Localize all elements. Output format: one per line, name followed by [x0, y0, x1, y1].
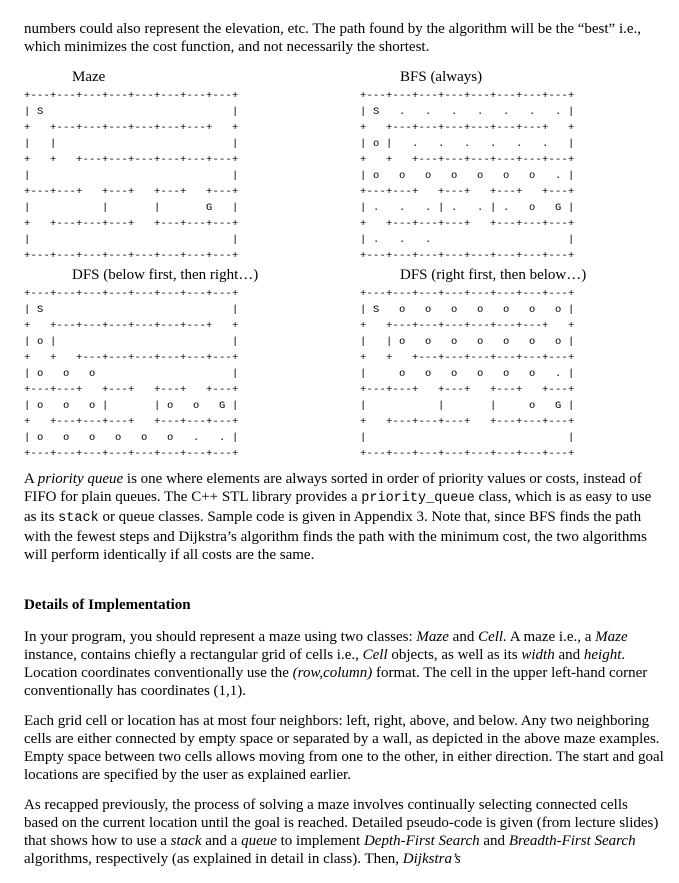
recap-paragraph	[24, 796, 664, 868]
pq-text: A	[24, 471, 38, 487]
intro-paragraph: numbers could also represent the elevation, etc. The path found by the algorithm will be the “best” i.e., which minimizes the cost function, and not necessarily the shortest.	[24, 21, 642, 55]
impl-term: height	[583, 647, 622, 663]
pq-term: priority queue	[37, 471, 124, 487]
maze-caption: Maze	[72, 69, 106, 85]
recap-term: Depth-First Search	[363, 833, 480, 849]
bfs-caption: BFS (always)	[400, 69, 483, 85]
bfs-figure	[360, 68, 670, 264]
section-heading: Details of Implementation	[24, 597, 191, 613]
impl-text: and	[448, 629, 479, 645]
priority-queue-paragraph	[24, 470, 664, 564]
document-page	[24, 20, 664, 880]
pq-text: class, which is as easy to use as its	[24, 489, 652, 525]
recap-term: stack	[170, 833, 202, 849]
recap-text: and a	[201, 833, 242, 849]
recap-term: Breadth-First Search	[508, 833, 636, 849]
impl-term: Cell	[362, 647, 388, 663]
dfs-below-diagram: +---+---+---+---+---+---+---+---+ | S | + +---+---+---+---+---+---+ + | o | | + + +---+---+---+---+---+---+ | o o o | +---+---+ +---+ +---+ +---+ | o o o | | o o G | + +---+---+---+ +---+---+---+ | o o o o o o . . | +---+---+---+---+---+---+---+---+	[24, 288, 239, 460]
impl-term: Maze	[595, 629, 628, 645]
impl-term: width	[521, 647, 555, 663]
maze-diagram: +---+---+---+---+---+---+---+---+ | S | + +---+---+---+---+---+---+ + | | | + + +---+---+---+---+---+---+ | | +---+---+ +---+ +---+ +---+ | | | G | + +---+---+---+ +---+---+---+ | | +---+---+---+---+---+---+---+---+	[24, 90, 239, 262]
recap-term: queue	[241, 833, 277, 849]
impl-text: A maze i.e., a	[506, 629, 596, 645]
recap-text: and	[479, 833, 509, 849]
impl-term: Maze	[416, 629, 449, 645]
impl-term: (row,column)	[292, 665, 373, 681]
impl-text: . Location coordinates conventionally use the	[24, 647, 626, 681]
impl-text: format. The cell in the upper left-hand corner conventionally has coordinates (1,1).	[24, 665, 648, 699]
neighbors-paragraph: Each grid cell or location has at most four neighbors: left, right, above, and below. Any two neighboring cells are either connected by empty space or separated by a wall, as depicted in the above maze examples. Empty space between two cells allows moving from one to the other, in either direction. The start and goal locations are specified by the user as explained earlier.	[24, 713, 664, 783]
stack-code: stack	[58, 511, 99, 526]
pq-text: is one where elements are always sorted in order of priority values or costs, instead of FIFO for plain queues. The C++ STL library provides a	[24, 471, 642, 505]
impl-text: instance, contains chiefly a rectangular grid of cells i.e.,	[24, 647, 363, 663]
maze-figure	[24, 68, 334, 264]
recap-term: Dijkstra’s	[402, 851, 461, 867]
bfs-diagram: +---+---+---+---+---+---+---+---+ | S . . . . . . . | + +---+---+---+---+---+---+ + | o | . . . . . . | + + +---+---+---+---+---+---+ | o o o o o o o . | +---+---+ +---+ +---+ +---+ | . . . | . . | . o G | + +---+---+---+ +---+---+---+ | . . . | +---+---+---+---+---+---+---+---+	[360, 90, 575, 262]
dfs-below-caption: DFS (below first, then right…)	[72, 267, 259, 283]
impl-text: and	[554, 647, 584, 663]
recap-text: As recapped previously, the process of solving a maze involves continually selecting connected cells based on the current location until the goal is reached. Detailed pseudo-code is given (from lecture slides) that shows how to use a	[24, 797, 659, 849]
impl-text: In your program, you should represent a maze using two classes:	[24, 629, 417, 645]
pq-text: or queue classes. Sample code is given in Appendix 3. Note that, since BFS finds the path with the fewest steps and Dijkstra’s algorithm finds the path with the minimum cost, the two algorithms will perform identically if all costs are the same.	[24, 509, 647, 563]
impl-term: Cell.	[478, 629, 507, 645]
implementation-paragraph	[24, 628, 664, 700]
impl-text: objects, as well as its	[387, 647, 522, 663]
dfs-below-figure	[24, 266, 334, 462]
dfs-right-caption: DFS (right first, then below…)	[400, 267, 587, 283]
dfs-right-diagram: +---+---+---+---+---+---+---+---+ | S o o o o o o o | + +---+---+---+---+---+---+ + | | o o o o o o o | + + +---+---+---+---+---+---+ | o o o o o o . | +---+---+ +---+ +---+ +---+ | | | o G | + +---+---+---+ +---+---+---+ | | +---+---+---+---+---+---+---+---+	[360, 288, 575, 460]
maze-row-bottom	[24, 266, 664, 464]
recap-text: to implement	[276, 833, 364, 849]
maze-row-top	[24, 68, 664, 266]
pq-code: priority_queue	[361, 491, 475, 506]
recap-text: algorithms, respectively (as explained in detail in class). Then,	[24, 851, 403, 867]
dfs-right-figure	[360, 266, 670, 462]
